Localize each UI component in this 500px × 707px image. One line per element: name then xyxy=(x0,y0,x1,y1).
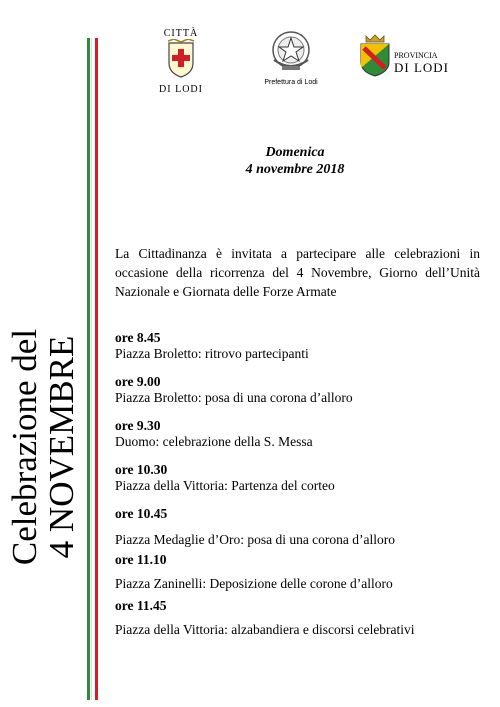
schedule-place: Piazza Broletto: ritrovo partecipanti xyxy=(115,346,309,361)
schedule-time: ore 8.45 xyxy=(115,330,161,345)
citta-label: CITTÀ xyxy=(163,28,199,39)
schedule-time: ore 11.10 xyxy=(115,552,167,567)
schedule-time: ore 10.30 xyxy=(115,462,168,477)
schedule-place: Duomo: celebrazione della S. Messa xyxy=(115,434,313,449)
flag-stripe-green xyxy=(87,38,90,700)
vertical-title xyxy=(6,202,80,692)
date-weekday: Domenica xyxy=(265,145,325,160)
citta-di-lodi-logo xyxy=(156,28,206,95)
schedule-item xyxy=(115,462,485,494)
schedule-item xyxy=(115,552,485,592)
title-line-2: 4 NOVEMBRE xyxy=(42,335,81,559)
provincia-top: PROVINCIA xyxy=(394,51,438,60)
schedule-place: Piazza della Vittoria: Partenza del corteo xyxy=(115,478,335,493)
citta-lodi-label: DI LODI xyxy=(159,84,203,95)
schedule-item xyxy=(115,330,485,362)
flag-stripe-red xyxy=(95,38,98,700)
schedule-item xyxy=(115,418,485,450)
schedule-place: Piazza Broletto: posa di una corona d’alloro xyxy=(115,390,353,405)
schedule-time: ore 10.45 xyxy=(115,506,168,521)
flag-stripe-white xyxy=(91,38,93,700)
prefettura-label: Prefettura di Lodi xyxy=(264,79,318,86)
schedule-item xyxy=(115,506,485,548)
event-date xyxy=(110,144,480,178)
schedule-place: Piazza della Vittoria: alzabandiera e discorsi celebrativi xyxy=(115,622,415,637)
schedule-time: ore 9.30 xyxy=(115,418,161,433)
schedule-item xyxy=(115,598,485,638)
logo-bar xyxy=(140,28,480,108)
schedule-place: Piazza Zaninelli: Deposizione delle corone d’alloro xyxy=(115,576,393,591)
citta-shield-icon xyxy=(166,39,196,79)
invitation-paragraph: La Cittadinanza è invitata a partecipare alle celebrazioni in occasione della ricorrenza del 4 Novembre, Giorno dell’Unità Nazionale e Giornata delle Forze Armate xyxy=(115,246,480,299)
provincia-shield-icon xyxy=(358,34,392,78)
schedule-place: Piazza Medaglie d’Oro: posa di una corona d’alloro xyxy=(115,532,396,547)
title-line-1: Celebrazione del xyxy=(5,328,44,566)
prefettura-logo xyxy=(248,28,334,86)
schedule-time: ore 9.00 xyxy=(115,374,161,389)
emblem-italy-icon xyxy=(268,28,314,74)
schedule-time: ore 11.45 xyxy=(115,598,167,613)
schedule-item xyxy=(115,374,485,406)
provincia-bottom: DI LODI xyxy=(394,60,450,75)
date-full: 4 novembre 2018 xyxy=(245,162,345,177)
provincia-label xyxy=(394,50,449,74)
